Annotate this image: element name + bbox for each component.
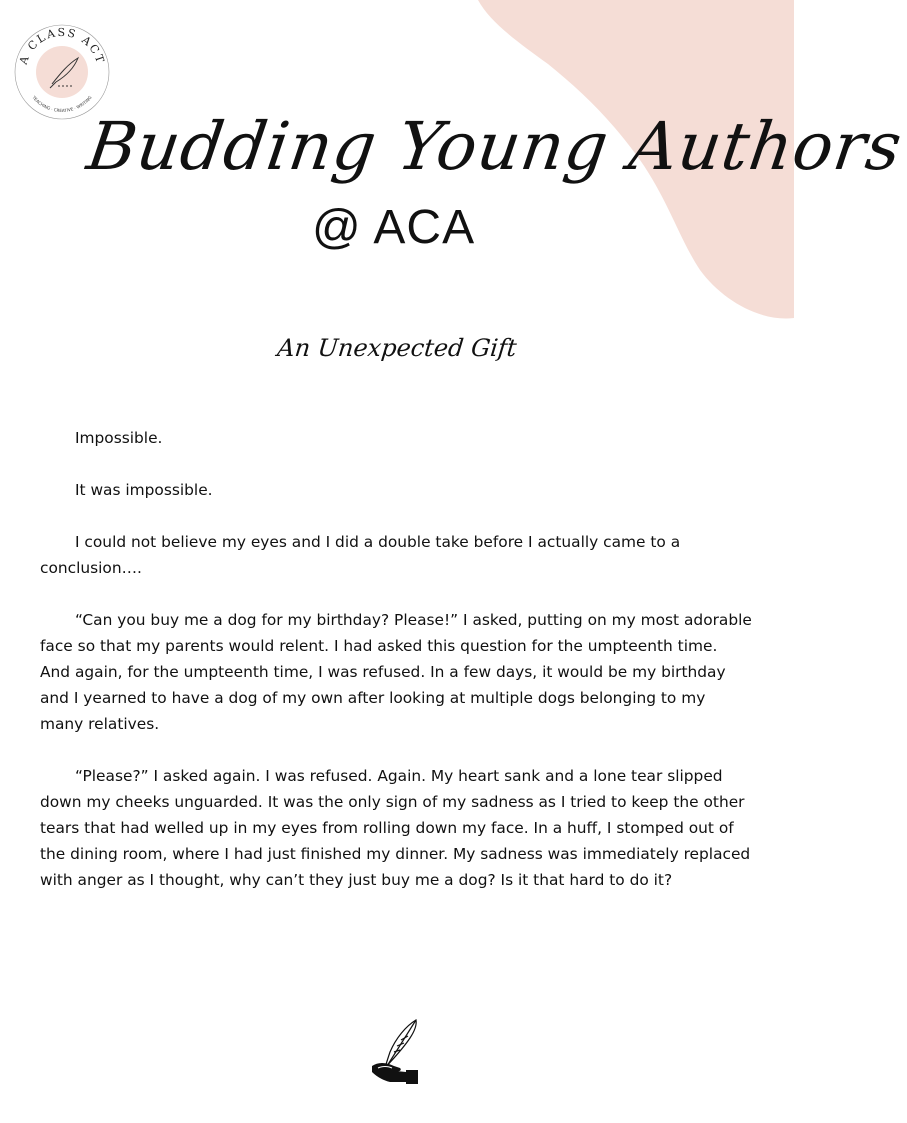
story-paragraph: I could not believe my eyes and I did a double take before I actually came to a conclusion…. bbox=[40, 533, 681, 577]
page-title bbox=[60, 100, 907, 210]
title-text: Budding Young Authors bbox=[82, 108, 907, 185]
story-paragraph: “Can you buy me a dog for my birthday? Please!” I asked, putting on my most adorable face so that my parents would relent. I had asked this question for the umpteenth time. And again, for the umpteenth time, I was refused. In a few days, it would be my birthday and I yearned to have a dog of my own after looking at multiple dogs belonging to my many relatives. bbox=[40, 611, 752, 733]
story-paragraph: Impossible. bbox=[75, 429, 163, 447]
story-title: An Unexpected Gift bbox=[275, 334, 519, 362]
quill-hand-icon bbox=[366, 1016, 430, 1086]
story-paragraph: It was impossible. bbox=[75, 481, 213, 499]
story-paragraph: “Please?” I asked again. I was refused. Again. My heart sank and a lone tear slipped down my cheeks unguarded. It was the only sign of my sadness as I tried to keep the other tears that had welled up in my eyes from rolling down my face. In a huff, I stomped out of the dining room, where I had just finished my dinner. My sadness was immediately replaced with anger as I thought, why can’t they just buy me a dog? Is it that hard to do it? bbox=[40, 767, 751, 889]
logo-ring-text: A CLASS ACT bbox=[16, 25, 108, 67]
logo-small-text: TEACHING · CREATIVE · WRITING bbox=[31, 94, 93, 114]
story-body bbox=[40, 425, 752, 919]
page-subtitle: @ ACA bbox=[312, 201, 476, 254]
